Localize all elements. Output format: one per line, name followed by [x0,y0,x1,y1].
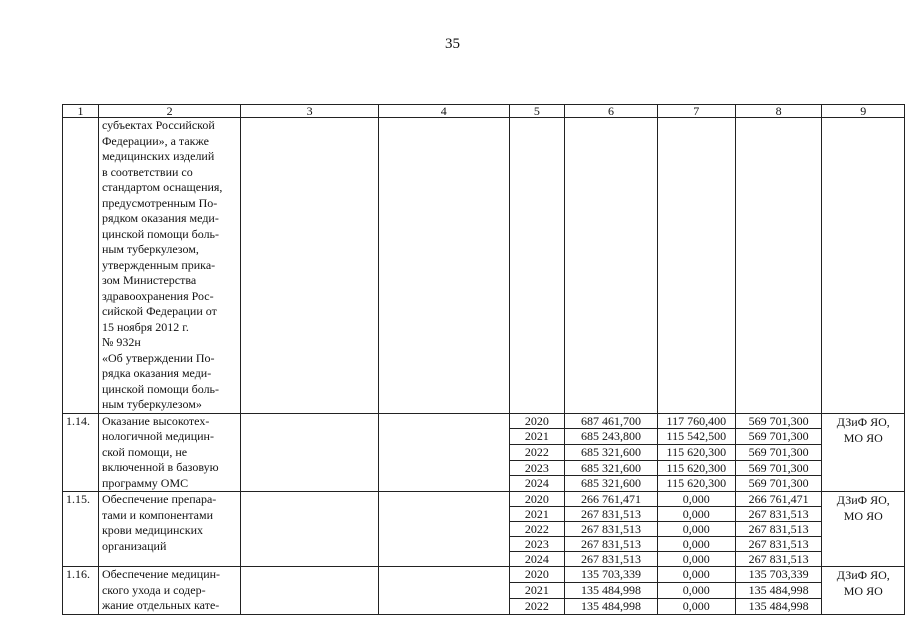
year-cell: 2020 [509,567,565,583]
continuation-line: 15 ноября 2012 г. [101,319,189,334]
executor-cell [822,413,905,492]
continuation-line: предусмотренным По- [101,195,218,210]
col8-cell: 569 701,300 [735,460,822,476]
continuation-num-cell [63,118,99,414]
section-name-line: организаций [101,538,167,553]
executor-cell [822,567,905,615]
year-cell: 2021 [509,429,565,445]
col8-cell: 569 701,300 [735,429,822,445]
year-cell: 2022 [509,444,565,460]
continuation-line: рядком оказания меди- [101,211,219,225]
program-table [62,104,905,615]
continuation-line: стандартом оснащения, [101,180,223,194]
col8-cell: 135 484,998 [735,582,822,598]
executor-line: ДЗиФ ЯО, [836,414,890,429]
col7-cell: 0,000 [657,552,735,567]
continuation-line: ным туберкулезом, [101,242,199,256]
header-cell: 2 [98,105,240,118]
total-cell: 685 321,600 [565,444,658,460]
year-cell: 2023 [509,460,565,476]
section-name-line: крови медицинских [101,523,203,537]
section-name-line: Обеспечение препара- [101,492,217,506]
col8-cell: 135 484,998 [735,598,822,614]
continuation-row [63,118,905,414]
col7-cell: 0,000 [657,507,735,522]
empty-cell [565,118,658,414]
header-cell: 4 [378,105,509,118]
table-row [63,492,905,507]
col8-cell: 267 831,513 [735,552,822,567]
section-name-line: нологичной медицин- [101,429,214,443]
col7-cell: 115 542,500 [657,429,735,445]
continuation-text-cell [98,118,240,414]
section-name-line: жание отдельных кате- [101,598,220,612]
section-name-line: ского ухода и содер- [101,582,206,597]
col8-cell: 267 831,513 [735,522,822,537]
continuation-line: цинской помощи боль- [101,381,220,396]
executor-cell [822,492,905,567]
header-cell: 6 [565,105,658,118]
empty-cell [241,492,379,567]
year-cell: 2022 [509,598,565,614]
section-name-line: Обеспечение медицин- [101,567,221,581]
empty-cell [241,118,379,414]
year-cell: 2020 [509,492,565,507]
header-cell: 8 [735,105,822,118]
empty-cell [378,492,509,567]
continuation-line: в соответствии со [101,164,193,179]
section-name-line: ской помощи, не [101,444,188,459]
executor-line: МО ЯО [843,430,883,445]
executor-line: МО ЯО [843,509,883,523]
continuation-line: сийской Федерации от [101,304,217,318]
year-cell: 2024 [509,552,565,567]
empty-cell [241,567,379,615]
page-number: 35 [445,36,460,52]
col8-cell: 135 703,339 [735,567,822,583]
table-row [63,413,905,429]
executor-line: МО ЯО [843,584,883,598]
continuation-line: № 932н [101,335,141,349]
continuation-line: цинской помощи боль- [101,226,220,241]
col7-cell: 0,000 [657,582,735,598]
section-name-line: тами и компонентами [101,507,214,522]
col8-cell: 267 831,513 [735,537,822,552]
col8-cell: 569 701,300 [735,444,822,460]
total-cell: 267 831,513 [565,552,658,567]
total-cell: 685 321,600 [565,476,658,492]
section-number: 1.16. [63,567,99,615]
continuation-line: здравоохранения Рос- [101,288,214,303]
year-cell: 2023 [509,537,565,552]
empty-cell [378,118,509,414]
empty-cell [378,567,509,615]
empty-cell [378,413,509,492]
total-cell: 267 831,513 [565,537,658,552]
year-cell: 2021 [509,582,565,598]
col7-cell: 115 620,300 [657,460,735,476]
col8-cell: 569 701,300 [735,413,822,429]
continuation-line: ным туберкулезом» [101,397,202,411]
continuation-line: медицинских изделий [101,149,215,163]
header-cell: 9 [822,105,905,118]
section-name [98,492,240,567]
col7-cell: 115 620,300 [657,444,735,460]
executor-line: ДЗиФ ЯО, [836,493,890,507]
total-cell: 685 243,800 [565,429,658,445]
continuation-line: «Об утверждении По- [101,350,215,365]
year-cell: 2022 [509,522,565,537]
col7-cell: 0,000 [657,522,735,537]
col8-cell: 266 761,471 [735,492,822,507]
total-cell: 135 703,339 [565,567,658,583]
col8-cell: 267 831,513 [735,507,822,522]
total-cell: 266 761,471 [565,492,658,507]
section-name-line: Оказание высокотех- [101,413,210,428]
header-cell: 3 [241,105,379,118]
col8-cell: 569 701,300 [735,476,822,492]
continuation-line: субъектах Российской [101,118,215,132]
header-row [63,105,905,118]
col7-cell: 0,000 [657,598,735,614]
table-row [63,567,905,583]
executor-line: ДЗиФ ЯО, [836,568,890,582]
total-cell: 267 831,513 [565,507,658,522]
empty-cell [657,118,735,414]
col7-cell: 0,000 [657,537,735,552]
section-number: 1.15. [63,492,99,567]
col7-cell: 115 620,300 [657,476,735,492]
header-cell: 1 [63,105,99,118]
continuation-line: утвержденным прика- [101,257,216,272]
continuation-line: Федерации», а также [101,133,209,148]
total-cell: 135 484,998 [565,582,658,598]
section-name [98,567,240,615]
section-name-line: программу ОМС [101,475,189,490]
empty-cell [509,118,565,414]
total-cell: 267 831,513 [565,522,658,537]
empty-cell [822,118,905,414]
col7-cell: 0,000 [657,567,735,583]
total-cell: 687 461,700 [565,413,658,429]
total-cell: 135 484,998 [565,598,658,614]
year-cell: 2024 [509,476,565,492]
col7-cell: 0,000 [657,492,735,507]
section-name [98,413,240,492]
continuation-line: зом Министерства [101,273,197,287]
col7-cell: 117 760,400 [657,413,735,429]
continuation-line: рядка оказания меди- [101,366,212,380]
year-cell: 2021 [509,507,565,522]
empty-cell [241,413,379,492]
header-cell: 7 [657,105,735,118]
header-cell: 5 [509,105,565,118]
section-number: 1.14. [63,413,99,492]
section-name-line: включенной в базовую [101,460,219,474]
empty-cell [735,118,822,414]
total-cell: 685 321,600 [565,460,658,476]
year-cell: 2020 [509,413,565,429]
